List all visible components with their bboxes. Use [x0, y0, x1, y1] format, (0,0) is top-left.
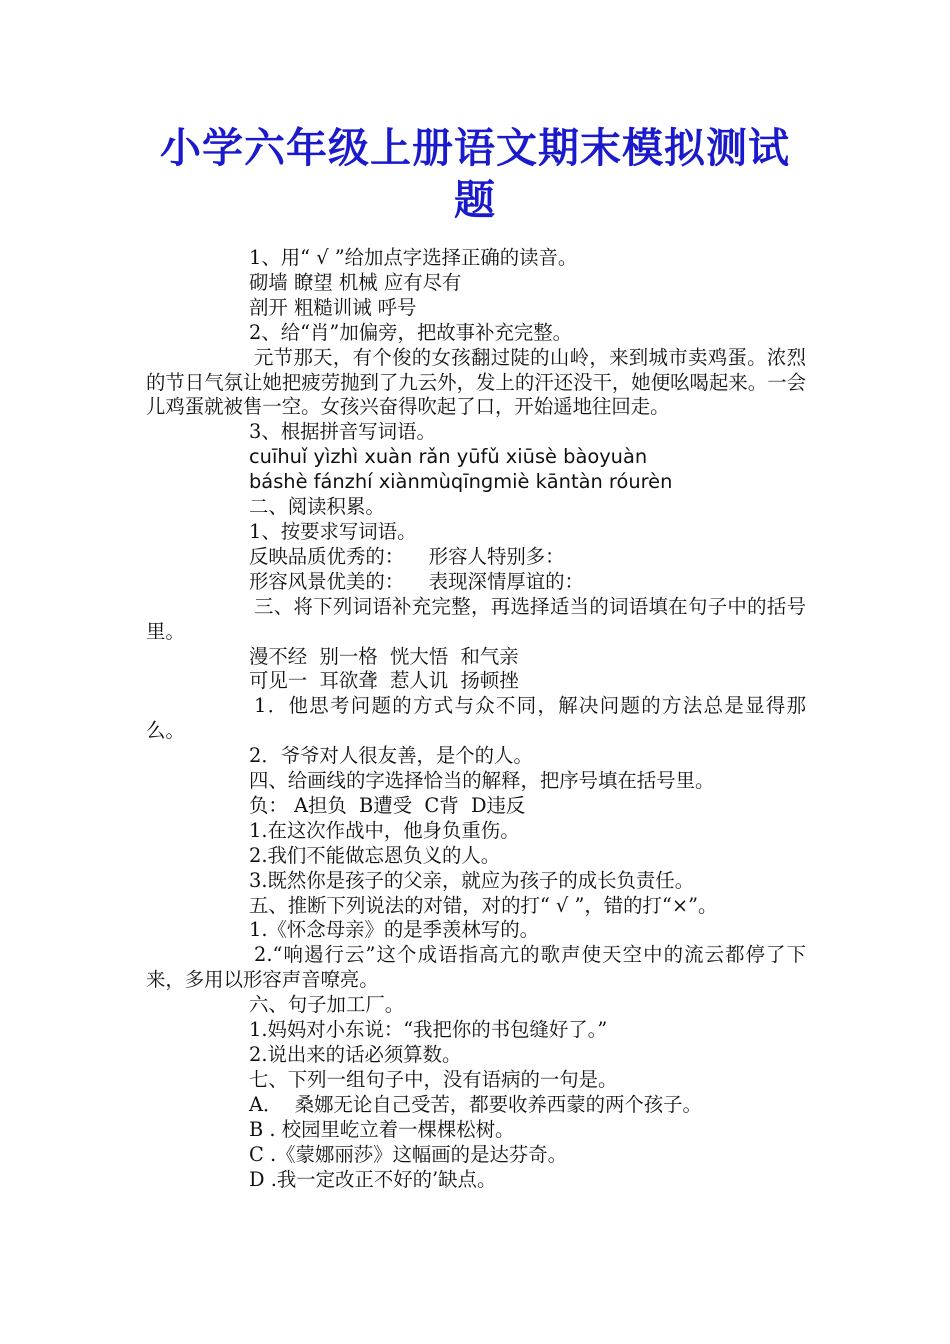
section-7-option-c: C .《蒙娜丽莎》这幅画的是达芬奇。: [249, 1142, 568, 1166]
document-body: [146, 246, 806, 1192]
section-5-statement-1: 1.《怀念母亲》的是季羡林写的。: [249, 918, 539, 942]
section-4-heading: 四、给画线的字选择恰当的解释，把序号填在括号里。: [249, 769, 715, 793]
section-3-heading: 三、将下列词语补充完整，再选择适当的词语填在句子中的括号里。: [146, 594, 806, 643]
word-category-row-2: 形容风景优美的： 表现深情厚谊的：: [249, 569, 584, 593]
section-3-sentence-1: 1．他思考问题的方式与众不同，解决问题的方法总是显得那么。: [146, 694, 806, 743]
section-7-option-d: D .我一定改正不好的’缺点。: [249, 1167, 497, 1191]
section-4-sentence-1: 1.在这次作战中，他身负重伤。: [249, 818, 520, 842]
section-4-options: 负： A担负 B遭受 C背 D违反: [249, 793, 526, 817]
section-7-option-a: A． 桑娜无论自己受苦，都要收养西蒙的两个孩子。: [249, 1092, 702, 1116]
question-1-words-row-1: 砌墙 瞭望 机械 应有尽有: [249, 270, 462, 294]
section-7-option-b: B . 校园里屹立着一棵棵松树。: [249, 1117, 515, 1141]
question-1-words-row-2: 剖开 粗糙训诫 呼号: [249, 295, 417, 319]
section-7-heading: 七、下列一组句子中，没有语病的一句是。: [249, 1067, 618, 1091]
idiom-row-2: 可见一 耳欲聋 惹人讥 扬顿挫: [249, 669, 519, 693]
section-6-sentence-2: 2.说出来的话必须算数。: [249, 1043, 462, 1066]
section-6-heading: 六、句子加工厂。: [249, 993, 405, 1017]
section-2-heading: 二、阅读积累。: [249, 495, 385, 519]
word-category-row-1: 反映品质优秀的： 形容人特别多：: [249, 544, 565, 568]
section-5-statement-2: 2.“响遏行云”这个成语指高亢的歌声使天空中的流云都停了下来，多用以形容声音嘹亮。: [146, 943, 806, 992]
document-title: 小学六年级上册语文期末模拟测试题: [160, 124, 790, 224]
question-2-story: 元节那天，有个俊的女孩翻过陡的山岭，来到城市卖鸡蛋。浓烈的节日气氛让她把疲劳抛到了九云外，发上的汗还没干，她便吆喝起来。一会儿鸡蛋就被售一空。女孩兴奋得吹起了口，开始遥地往回走。: [146, 345, 806, 419]
question-3-prompt: 3、根据拼音写词语。: [249, 420, 436, 444]
pinyin-row-2: báshè fánzhí xiànmùqīnɡmiè kāntàn róurèn: [249, 470, 673, 494]
section-4-sentence-2: 2.我们不能做忘恩负义的人。: [249, 843, 501, 867]
section-3-sentence-2: 2．爷爷对人很友善，是个的人。: [249, 744, 533, 768]
question-1-prompt: 1、用“ √ ”给加点字选择正确的读音。: [249, 246, 578, 269]
pinyin-row-1: cuīhuǐ yìzhì xuàn rǎn yūfǔ xiūsè bàoyuàn: [249, 445, 648, 469]
section-6-sentence-1: 1.妈妈对小东说：“我把你的书包缝好了。”: [249, 1018, 608, 1042]
section-4-sentence-3: 3.既然你是孩子的父亲，就应为孩子的成长负责任。: [249, 868, 695, 892]
section-2-question-1: 1、按要求写词语。: [249, 519, 417, 543]
section-5-heading: 五、推断下列说法的对错，对的打“ √ ”，错的打“×”。: [249, 893, 718, 917]
idiom-row-1: 漫不经 别一格 恍大悟 和气亲: [249, 644, 519, 668]
question-2-prompt: 2、给“肖”加偏旁，把故事补充完整。: [249, 320, 573, 344]
